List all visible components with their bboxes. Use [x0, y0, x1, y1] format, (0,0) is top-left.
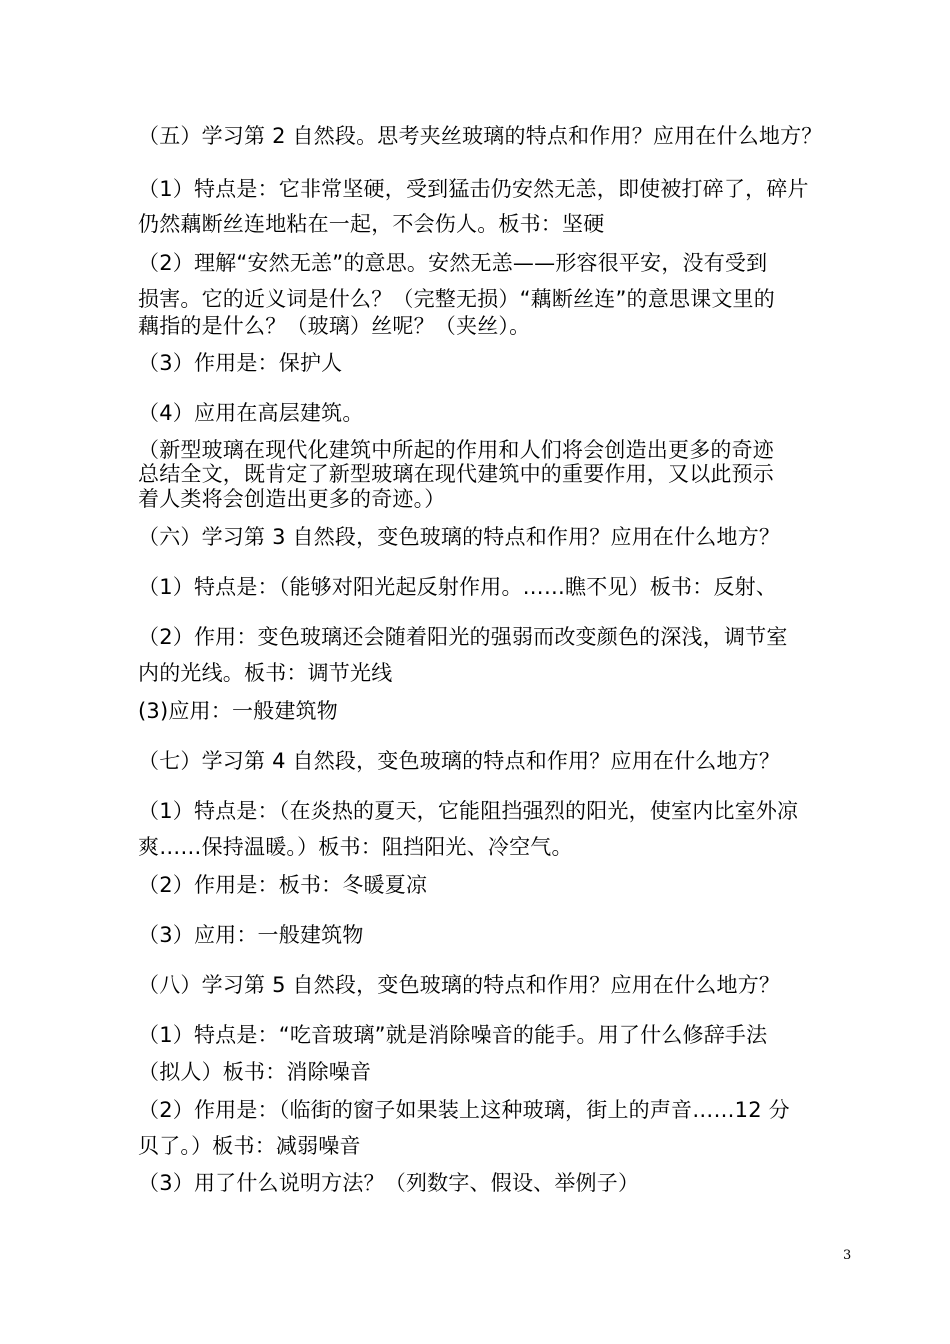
- text-line-27: （3）用了什么说明方法？（列数字、假设、举例子）: [138, 1171, 640, 1195]
- text-line-9: （新型玻璃在现代化建筑中所起的作用和人们将会创造出更多的奇迹: [138, 438, 774, 462]
- text-line-8: （4）应用在高层建筑。: [138, 401, 364, 425]
- text-line-24: （拟人）板书：消除噪音: [138, 1060, 372, 1084]
- text-line-25: （2）作用是：（临街的窗子如果装上这种玻璃，街上的声音……12 分: [138, 1098, 790, 1122]
- text-line-12: （六）学习第 3 自然段，变色玻璃的特点和作用？应用在什么地方？: [138, 525, 781, 549]
- text-line-16: (3)应用：一般建筑物: [138, 699, 338, 723]
- text-line-17: （七）学习第 4 自然段，变色玻璃的特点和作用？应用在什么地方？: [138, 749, 781, 773]
- text-line-20: （2）作用是：板书：冬暖夏凉: [138, 873, 428, 897]
- text-line-19: 爽……保持温暖。）板书：阻挡阳光、冷空气。: [138, 835, 573, 859]
- text-line-5: 损害。它的近义词是什么？（完整无损）“藕断丝连”的意思课文里的: [138, 287, 775, 311]
- text-line-18: （1）特点是：（在炎热的夏天，它能阻挡强烈的阳光，使室内比室外凉: [138, 799, 799, 823]
- text-line-13: （1）特点是：（能够对阳光起反射作用。……瞧不见）板书：反射、: [138, 575, 778, 599]
- text-line-21: （3）应用：一般建筑物: [138, 923, 364, 947]
- text-line-10: 总结全文，既肯定了新型玻璃在现代建筑中的重要作用，又以此预示: [138, 462, 774, 486]
- text-line-15: 内的光线。板书：调节光线: [138, 661, 393, 685]
- text-line-7: （3）作用是：保护人: [138, 351, 343, 375]
- text-line-26: 贝了。）板书：减弱噪音: [138, 1134, 361, 1158]
- text-line-11: 着人类将会创造出更多的奇迹。）: [138, 487, 446, 511]
- text-line-1: （五）学习第 2 自然段。思考夹丝玻璃的特点和作用？应用在什么地方？: [138, 124, 823, 148]
- text-line-2: （1）特点是：它非常坚硬，受到猛击仍安然无恙，即使被打碎了，碎片: [138, 177, 809, 201]
- page-number: 3: [843, 1248, 852, 1263]
- text-line-6: 藕指的是什么？（玻璃）丝呢？（夹丝）。: [138, 314, 531, 338]
- text-line-4: （2）理解“安然无恙”的意思。安然无恙——形容很平安，没有受到: [138, 251, 768, 275]
- text-line-23: （1）特点是：“吃音玻璃”就是消除噪音的能手。用了什么修辞手法: [138, 1023, 768, 1047]
- text-line-3: 仍然藕断丝连地粘在一起，不会伤人。板书：坚硬: [138, 212, 605, 236]
- text-line-22: （八）学习第 5 自然段，变色玻璃的特点和作用？应用在什么地方？: [138, 973, 781, 997]
- text-line-14: （2）作用：变色玻璃还会随着阳光的强弱而改变颜色的深浅，调节室: [138, 625, 788, 649]
